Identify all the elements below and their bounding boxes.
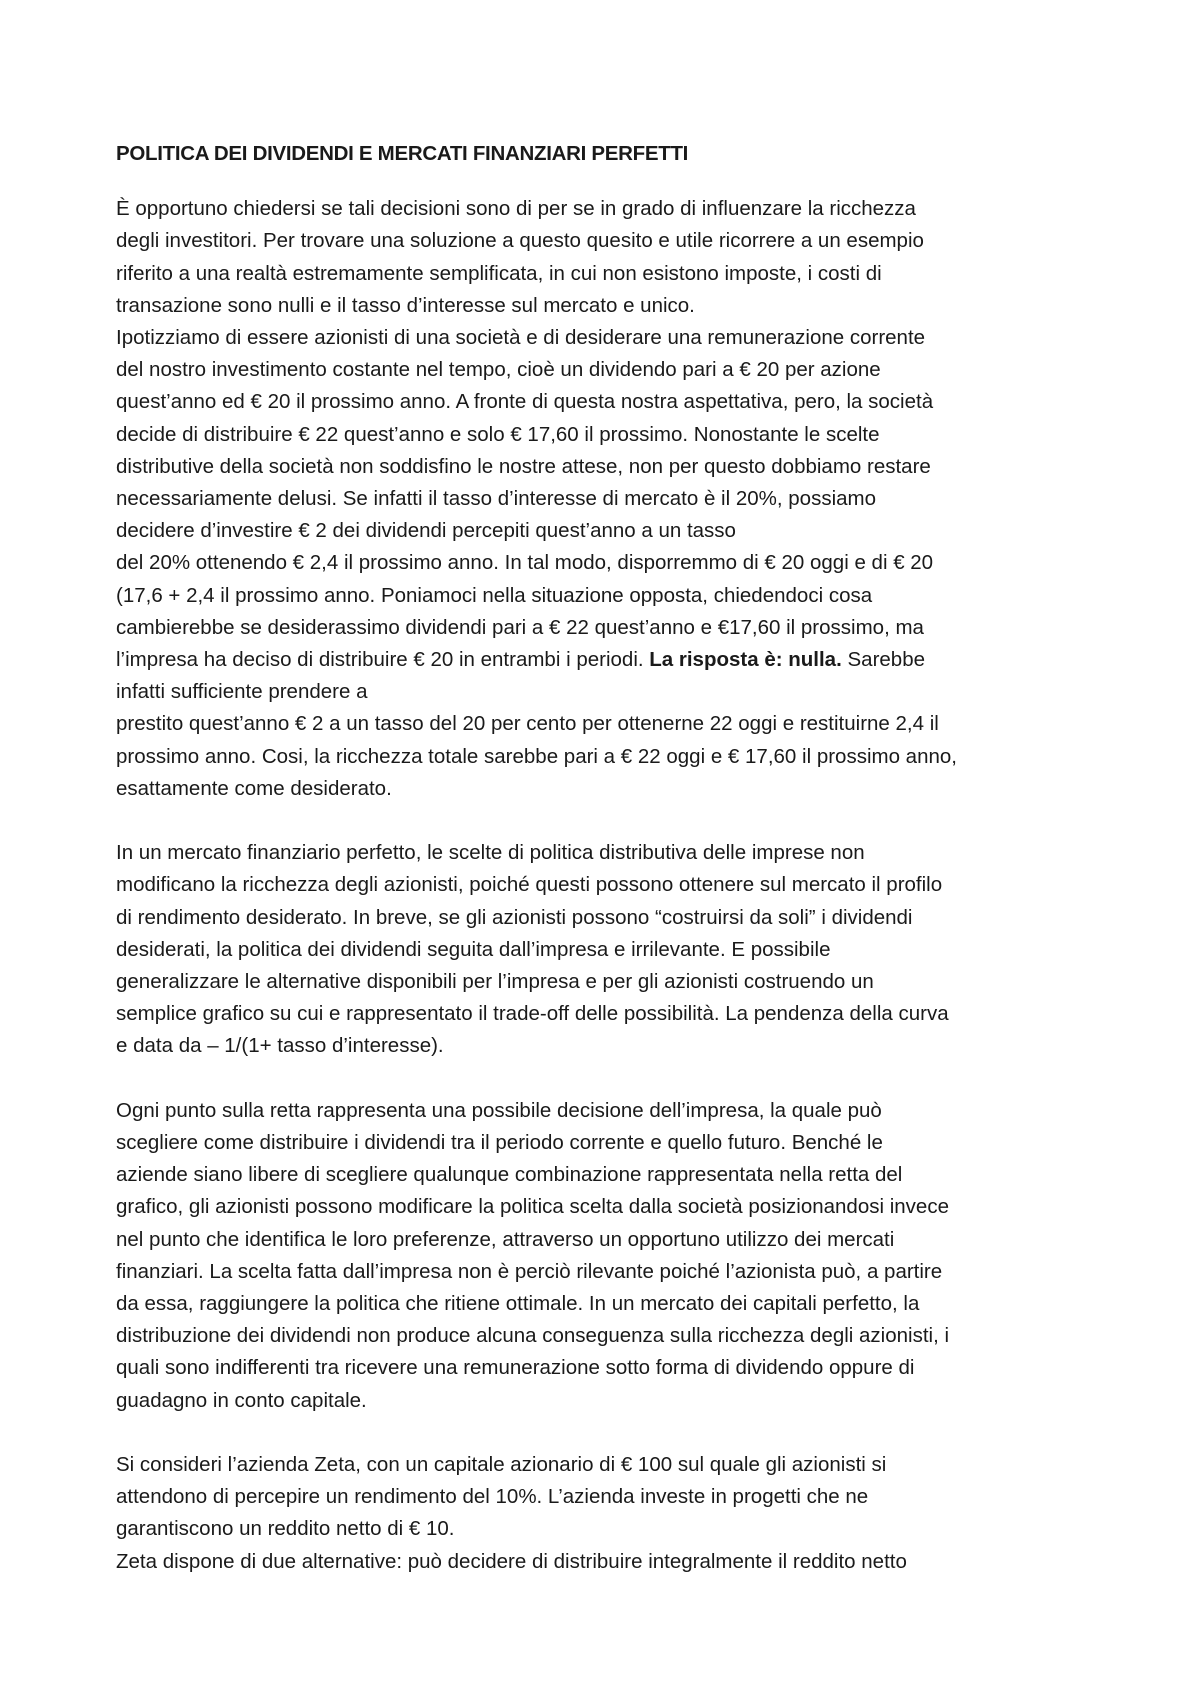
text-line: quest’anno ed € 20 il prossimo anno. A fronte di questa nostra aspettativa, pero, la società (116, 390, 934, 414)
paragraph-example (116, 322, 1106, 805)
text-line: da essa, raggiungere la politica che ritiene ottimale. In un mercato dei capitali perfetto, la (116, 1292, 920, 1316)
text-line: attendono di percepire un rendimento del 10%. L’azienda investe in progetti che ne (116, 1485, 869, 1509)
paragraph-spacer (116, 1063, 1106, 1095)
document-body (116, 138, 1106, 1578)
text-segment: Sarebbe (841, 648, 925, 672)
text-line: (17,6 + 2,4 il prossimo anno. Poniamoci nella situazione opposta, chiedendoci cosa (116, 583, 873, 607)
text-segment: l’impresa ha deciso di distribuire € 20 in entrambi i periodi. (116, 648, 650, 672)
text-line: del nostro investimento costante nel tempo, cioè un dividendo pari a € 20 per azione (116, 358, 881, 382)
text-line: quali sono indifferenti tra ricevere una remunerazione sotto forma di dividendo oppure di (116, 1356, 915, 1380)
text-line: riferito a una realtà estremamente semplificata, in cui non esistono imposte, i costi di (116, 261, 882, 285)
text-line: aziende siano libere di scegliere qualunque combinazione rappresentata nella retta del (116, 1163, 903, 1187)
text-line: e data da – 1/(1+ tasso d’interesse). (116, 1034, 444, 1058)
text-line: modificano la ricchezza degli azionisti, poiché questi possono ottenere sul mercato il profilo (116, 873, 943, 897)
paragraph-spacer (116, 1417, 1106, 1449)
paragraph-zeta-example (116, 1449, 1106, 1578)
text-line: generalizzare le alternative disponibili per l’impresa e per gli azionisti costruendo un (116, 970, 874, 994)
text-line: Ipotizziamo di essere azionisti di una società e di desiderare una remunerazione corrente (116, 326, 926, 350)
text-line: nel punto che identifica le loro preferenze, attraverso un opportuno utilizzo dei mercati (116, 1227, 895, 1251)
text-line: desiderati, la politica dei dividendi seguita dall’impresa e irrilevante. E possibile (116, 937, 831, 961)
text-line: Zeta dispone di due alternative: può decidere di distribuire integralmente il reddito netto (116, 1549, 907, 1573)
answer-bold-text: La risposta è: nulla. (649, 648, 842, 672)
text-line: decide di distribuire € 22 quest’anno e solo € 17,60 il prossimo. Nonostante le scelte (116, 422, 880, 446)
text-line: grafico, gli azionisti possono modificare la politica scelta dalla società posizionandosi invece (116, 1195, 949, 1219)
paragraph-intro (116, 193, 1106, 322)
paragraph-line-decision (116, 1095, 1106, 1417)
text-line: garantiscono un reddito netto di € 10. (116, 1517, 455, 1541)
text-line-mixed (116, 644, 1106, 676)
text-line: prossimo anno. Cosi, la ricchezza totale sarebbe pari a € 22 oggi e € 17,60 il prossimo anno, (116, 744, 957, 768)
text-line: cambierebbe se desiderassimo dividendi pari a € 22 quest’anno e €17,60 il prossimo, ma (116, 615, 924, 639)
paragraph-spacer (116, 805, 1106, 837)
text-line: esattamente come desiderato. (116, 776, 392, 800)
text-line: scegliere come distribuire i dividendi tra il periodo corrente e quello futuro. Benché le (116, 1131, 883, 1155)
text-line: semplice grafico su cui e rappresentato il trade-off delle possibilità. La pendenza della curva (116, 1002, 949, 1026)
text-line: Ogni punto sulla retta rappresenta una possibile decisione dell’impresa, la quale può (116, 1098, 882, 1122)
text-line: Si consideri l’azienda Zeta, con un capitale azionario di € 100 sul quale gli azionisti si (116, 1453, 887, 1477)
text-line: prestito quest’anno € 2 a un tasso del 20 per cento per ottenerne 22 oggi e restituirne 2,4 il (116, 712, 939, 736)
text-line: guadagno in conto capitale. (116, 1388, 367, 1412)
text-line: necessariamente delusi. Se infatti il tasso d’interesse di mercato è il 20%, possiamo (116, 487, 877, 511)
text-line: del 20% ottenendo € 2,4 il prossimo anno. In tal modo, disporremmo di € 20 oggi e di € 20 (116, 551, 934, 575)
paragraph-perfect-market (116, 837, 1106, 1062)
text-line: distributive della società non soddisfino le nostre attese, non per questo dobbiamo restare (116, 454, 931, 478)
text-line: transazione sono nulli e il tasso d’interesse sul mercato e unico. (116, 293, 695, 317)
text-line: infatti sufficiente prendere a (116, 680, 368, 704)
text-line: È opportuno chiedersi se tali decisioni sono di per se in grado di influenzare la ricchezza (116, 197, 916, 221)
document-title: POLITICA DEI DIVIDENDI E MERCATI FINANZIARI PERFETTI (116, 142, 689, 165)
text-line: finanziari. La scelta fatta dall’impresa non è perciò rilevante poiché l’azionista può, a partire (116, 1259, 943, 1283)
text-line: di rendimento desiderato. In breve, se gli azionisti possono “costruirsi da soli” i dividendi (116, 905, 913, 929)
text-line: decidere d’investire € 2 dei dividendi percepiti quest’anno a un tasso (116, 519, 736, 543)
text-line: degli investitori. Per trovare una soluzione a questo quesito e utile ricorrere a un esempio (116, 229, 924, 253)
text-line: distribuzione dei dividendi non produce alcuna conseguenza sulla ricchezza degli azionisti, i (116, 1324, 950, 1348)
text-line: In un mercato finanziario perfetto, le scelte di politica distributiva delle imprese non (116, 841, 865, 865)
